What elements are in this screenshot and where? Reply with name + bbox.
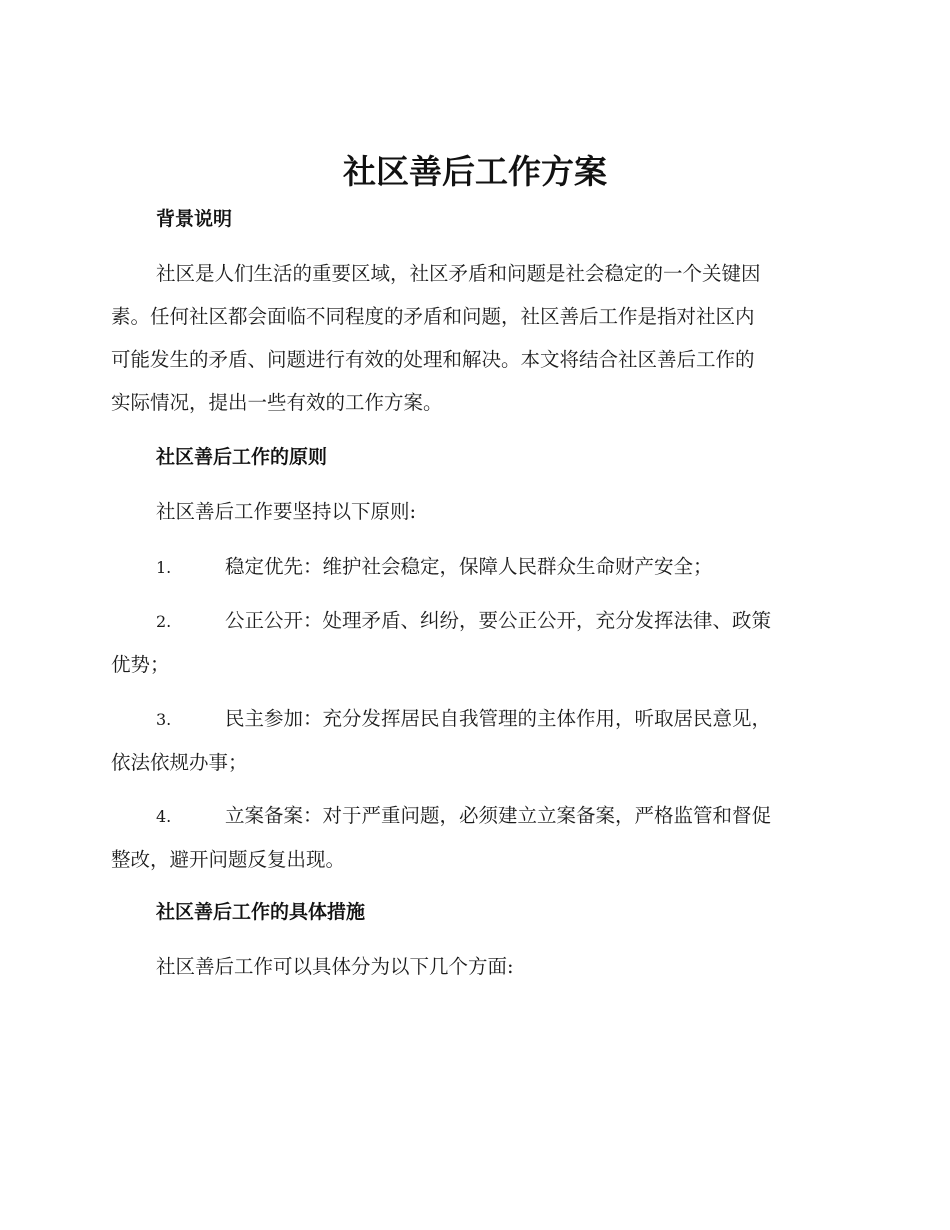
measures-intro: 社区善后工作可以具体分为以下几个方面: <box>156 955 514 978</box>
section-heading-principles: 社区善后工作的原则 <box>156 446 328 468</box>
list-number: 2. <box>156 612 172 631</box>
paragraph-line: 可能发生的矛盾、问题进行有效的处理和解决。本文将结合社区善后工作的 <box>111 348 755 371</box>
section-heading-measures: 社区善后工作的具体措施 <box>156 901 366 923</box>
list-item <box>111 599 835 686</box>
paragraph-line: 社区是人们生活的重要区域，社区矛盾和问题是社会稳定的一个关键因 <box>156 262 761 285</box>
paragraph-line: 实际情况，提出一些有效的工作方案。 <box>111 391 443 414</box>
list-item <box>111 545 835 589</box>
list-item <box>111 794 835 881</box>
list-item-continuation: 整改，避开问题反复出现。 <box>111 848 346 871</box>
list-item <box>111 697 835 784</box>
list-number: 4. <box>156 807 172 826</box>
paragraph-line: 素。任何社区都会面临不同程度的矛盾和问题，社区善后工作是指对社区内 <box>111 305 755 328</box>
section-heading-background: 背景说明 <box>156 208 233 230</box>
list-item-continuation: 依法依规办事； <box>111 751 248 774</box>
list-item-continuation: 优势； <box>111 653 170 676</box>
list-number: 3. <box>156 710 172 729</box>
principles-intro: 社区善后工作要坚持以下原则: <box>156 500 417 523</box>
list-item-text: 立案备案：对于严重问题，必须建立立案备案，严格监管和督促 <box>225 804 772 827</box>
list-item-text: 稳定优先：维护社会稳定，保障人民群众生命财产安全； <box>225 555 713 578</box>
list-item-text: 民主参加：充分发挥居民自我管理的主体作用，听取居民意见， <box>225 707 772 730</box>
document-title: 社区善后工作方案 <box>343 152 607 191</box>
list-item-text: 公正公开：处理矛盾、纠纷，要公正公开，充分发挥法律、政策 <box>225 609 772 632</box>
list-number: 1. <box>156 558 172 577</box>
